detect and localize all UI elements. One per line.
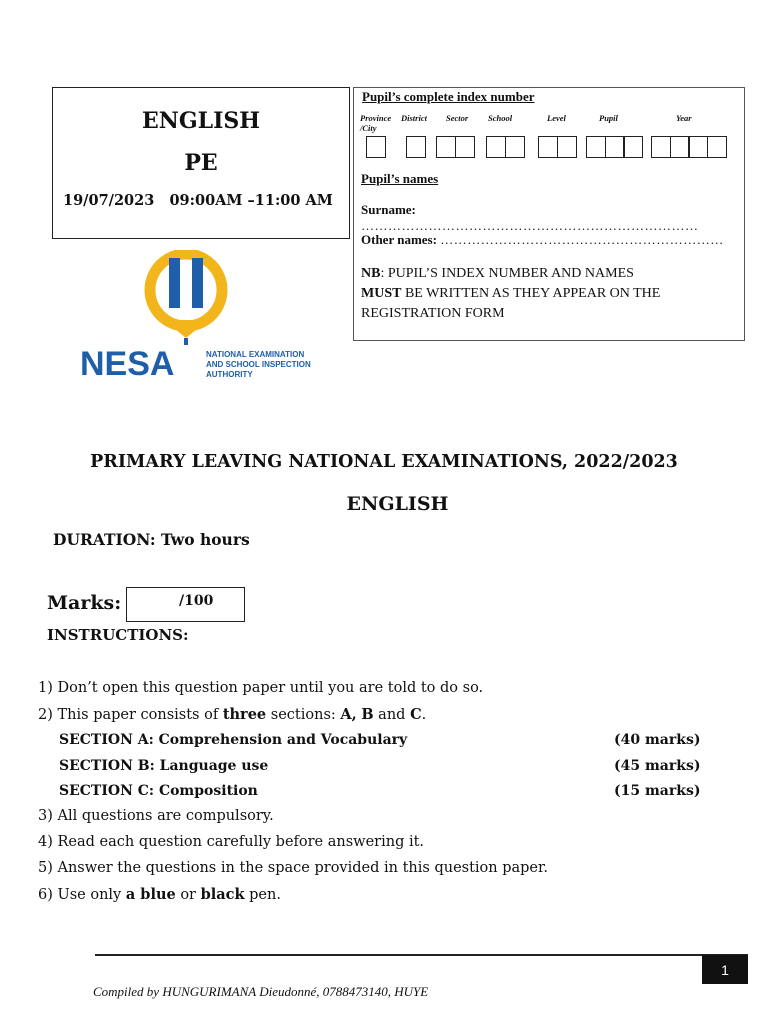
pupil-names-title: Pupil’s names [361, 171, 439, 186]
index-cell[interactable] [557, 136, 577, 158]
logo-wordmark: NESA [80, 345, 175, 383]
instruction-6-text: 6) Use only [38, 887, 126, 903]
section-a-label: SECTION A: Comprehension and Vocabulary [59, 732, 408, 748]
instruction-6-blue: a blue [125, 886, 176, 903]
index-cells-year[interactable] [651, 136, 727, 158]
nesa-logo [78, 250, 318, 390]
index-cell[interactable] [605, 136, 625, 158]
column-label-school: School [488, 113, 513, 123]
index-cell[interactable] [586, 136, 606, 158]
logo-bar-left [169, 258, 180, 308]
index-cell[interactable] [486, 136, 506, 158]
instruction-3: 3) All questions are compulsory. [38, 808, 274, 824]
column-label-province: Province /City [360, 113, 392, 133]
logo-tagline-2: AND SCHOOL INSPECTION [206, 360, 311, 369]
instruction-6-or: or [175, 887, 201, 903]
subject-code: PE [184, 150, 218, 176]
exam-title: PRIMARY LEAVING NATIONAL EXAMINATIONS, 2022/2023 [90, 452, 678, 472]
instruction-2-end: . [421, 707, 427, 723]
index-cells-level[interactable] [538, 136, 577, 158]
instruction-2-a: A, [340, 706, 357, 723]
instruction-2-and: and [373, 707, 411, 723]
instruction-2-mid: sections: [266, 707, 341, 723]
logo-pencil-point [184, 338, 188, 345]
nb-line3: REGISTRATION FORM [361, 306, 505, 321]
index-cell[interactable] [688, 136, 708, 158]
instruction-2-text: 2) This paper consists of [38, 707, 223, 723]
index-cell[interactable] [436, 136, 456, 158]
exam-datetime [63, 192, 333, 209]
subject-title: ENGLISH [141, 108, 261, 134]
section-c-label: SECTION C: Composition [59, 783, 258, 799]
nb-line1: : PUPIL’S INDEX NUMBER AND NAMES [380, 266, 634, 281]
index-cell[interactable] [538, 136, 558, 158]
index-cells-province[interactable] [366, 136, 386, 158]
other-names-dots: ……………………………………………………… [440, 232, 724, 247]
instruction-2 [38, 706, 426, 723]
surname-label: Surname: [361, 202, 416, 217]
surname-field[interactable] [361, 202, 744, 234]
instruction-5: 5) Answer the questions in the space provided in this question paper. [38, 860, 548, 876]
index-number-title: Pupil’s complete index number [362, 89, 535, 104]
marks-label: Marks: [47, 592, 122, 614]
surname-dots: ………………………………………………………………… [361, 218, 699, 233]
instruction-2-c: C [410, 706, 422, 723]
other-names-field[interactable] [361, 232, 724, 248]
column-label-district: District [401, 113, 427, 123]
section-b-marks: (45 marks) [614, 758, 701, 774]
exam-date: 19/07/2023 [63, 192, 155, 209]
nb-note [361, 264, 741, 324]
page-number: 1 [702, 955, 748, 984]
other-names-label: Other names: [361, 232, 437, 247]
section-c-marks: (15 marks) [614, 783, 701, 799]
index-cells-school[interactable] [486, 136, 525, 158]
index-cells-sector[interactable] [436, 136, 475, 158]
index-cells-district[interactable] [406, 136, 426, 158]
instruction-2-three: three [222, 706, 267, 723]
logo-ring [150, 254, 222, 326]
column-label-pupil: Pupil [599, 113, 618, 123]
logo-bar-right [192, 258, 203, 308]
instructions-heading: INSTRUCTIONS: [47, 626, 189, 644]
column-label-sector: Sector [446, 113, 469, 123]
index-cell[interactable] [455, 136, 475, 158]
instruction-6 [38, 886, 281, 903]
marks-box[interactable] [126, 587, 245, 622]
instruction-1: 1) Don’t open this question paper until you are told to do so. [38, 680, 484, 696]
footer-credit: Compiled by HUNGURIMANA Dieudonné, 0788473140, HUYE [93, 984, 429, 999]
nb-line2: BE WRITTEN AS THEY APPEAR ON THE [401, 286, 661, 301]
paper-subject: ENGLISH [346, 493, 449, 515]
exam-time: 09:00AM –11:00 AM [169, 192, 333, 209]
duration: DURATION: Two hours [53, 530, 250, 549]
section-b-label: SECTION B: Language use [59, 758, 269, 774]
index-cell[interactable] [505, 136, 525, 158]
marks-total: /100 [179, 593, 214, 609]
index-number-box [353, 87, 745, 341]
nb-must: MUST [361, 286, 402, 301]
logo-tagline-3: AUTHORITY [206, 370, 253, 379]
footer-rule [95, 954, 748, 956]
logo-tagline-1: NATIONAL EXAMINATION [206, 350, 305, 359]
instruction-6-black: black [200, 886, 245, 903]
section-a-marks: (40 marks) [614, 732, 701, 748]
index-cells-pupil[interactable] [586, 136, 643, 158]
instruction-6-end: pen. [244, 887, 281, 903]
index-cell[interactable] [366, 136, 386, 158]
column-label-level: Level [547, 113, 566, 123]
index-cell[interactable] [406, 136, 426, 158]
nb-label: NB [361, 266, 381, 281]
instruction-4: 4) Read each question carefully before answering it. [38, 834, 425, 850]
instruction-2-b: B [361, 706, 374, 723]
index-cell[interactable] [623, 136, 643, 158]
subject-box [52, 87, 350, 239]
index-cell[interactable] [651, 136, 671, 158]
index-cell[interactable] [707, 136, 727, 158]
column-label-year: Year [676, 113, 692, 123]
logo-pencil-tip [164, 320, 208, 338]
index-cell[interactable] [670, 136, 690, 158]
